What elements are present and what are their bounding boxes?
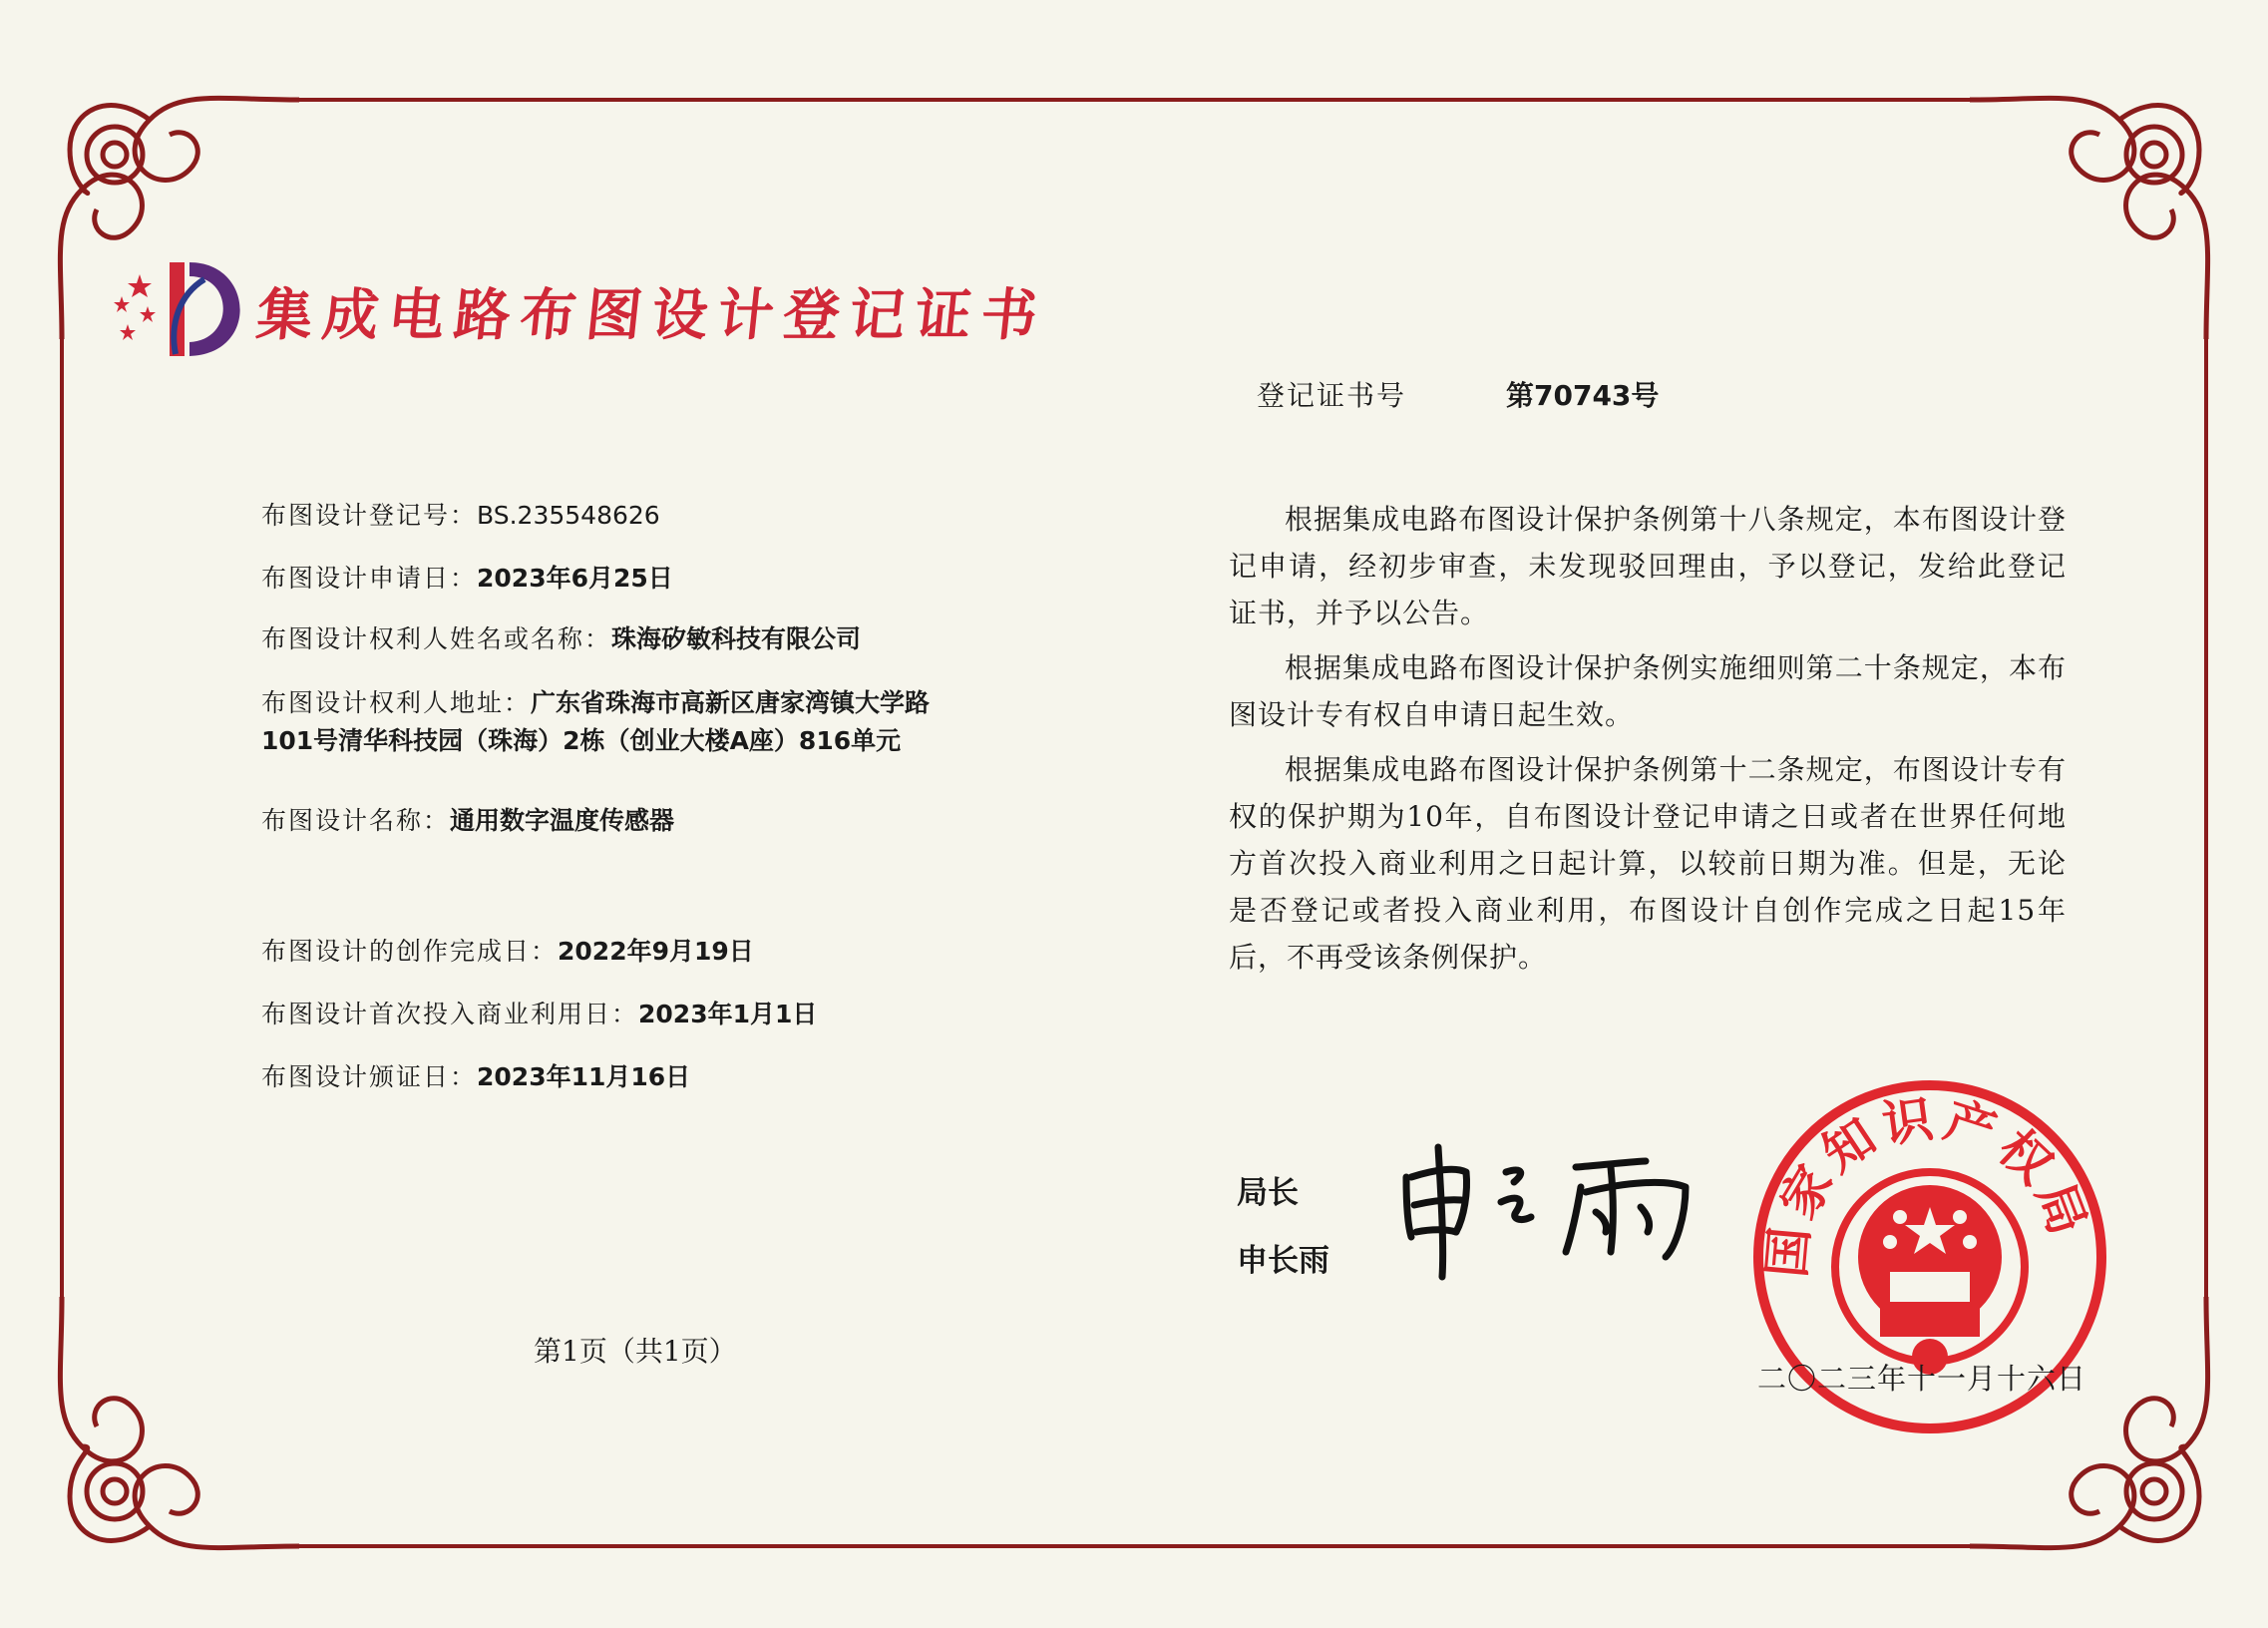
ic-logo-icon (110, 254, 269, 364)
field-application-date (261, 560, 949, 598)
field-value: 通用数字温度传感器 (450, 806, 675, 835)
field-label: 布图设计名称： (261, 806, 451, 835)
signatory-title: 局长 (1237, 1175, 1299, 1211)
field-value: 珠海矽敏科技有限公司 (611, 624, 862, 653)
legal-paragraph: 根据集成电路布图设计保护条例实施细则第二十条规定，本布图设计专有权自申请日起生效。 (1229, 651, 2067, 731)
certificate-number-value: 第70743号 (1506, 379, 1660, 412)
signatory-name: 申长雨 (1237, 1243, 1329, 1279)
field-label: 布图设计登记号： (261, 501, 478, 530)
page-number: 第1页（共1页） (534, 1335, 737, 1368)
field-design-name (261, 802, 949, 840)
field-label: 布图设计权利人姓名或名称： (261, 624, 612, 653)
field-value: BS.235548626 (477, 501, 660, 530)
seal-text: 国家知识产权局 (1756, 1087, 2100, 1280)
field-issue-date (261, 1058, 949, 1096)
field-label: 布图设计首次投入商业利用日： (261, 1000, 639, 1028)
field-rights-holder-address (261, 684, 949, 760)
handwritten-signature (1386, 1137, 1715, 1287)
field-rights-holder (261, 620, 949, 658)
field-registration-number (261, 497, 949, 535)
field-value: 2023年11月16日 (477, 1062, 691, 1091)
field-label: 布图设计的创作完成日： (261, 937, 559, 966)
field-label: 布图设计颁证日： (261, 1062, 478, 1091)
certificate-title: 集成电路布图设计登记证书 (253, 283, 1050, 348)
issue-date: 二〇二三年十一月十六日 (1757, 1362, 2087, 1396)
legal-paragraph: 根据集成电路布图设计保护条例第十二条规定，布图设计专有权的保护期为10年，自布图设计登记申请之日或者在世界任何地方首次投入商业利用之日起计算，以较前日期为准。但是，无论是否登记或者投入商业利用，布图设计自创作完成之日起15年后，不再受该条例保护。 (1229, 753, 2067, 974)
field-value: 2022年9月19日 (558, 937, 754, 966)
field-value: 广东省珠海市高新区唐家湾镇大学路101号清华科技园（珠海）2栋（创业大楼A座）816单元 (261, 688, 931, 755)
field-first-commercial-use-date (261, 996, 949, 1033)
certificate-number-label: 登记证书号 (1257, 379, 1407, 412)
field-label: 布图设计权利人地址： (261, 688, 532, 717)
field-creation-date (261, 933, 949, 971)
field-label: 布图设计申请日： (261, 564, 478, 593)
field-value: 2023年6月25日 (477, 564, 673, 593)
legal-paragraph: 根据集成电路布图设计保护条例第十八条规定，本布图设计登记申请，经初步审查，未发现驳回理由，予以登记，发给此登记证书，并予以公告。 (1229, 503, 2067, 629)
field-value: 2023年1月1日 (638, 1000, 818, 1028)
